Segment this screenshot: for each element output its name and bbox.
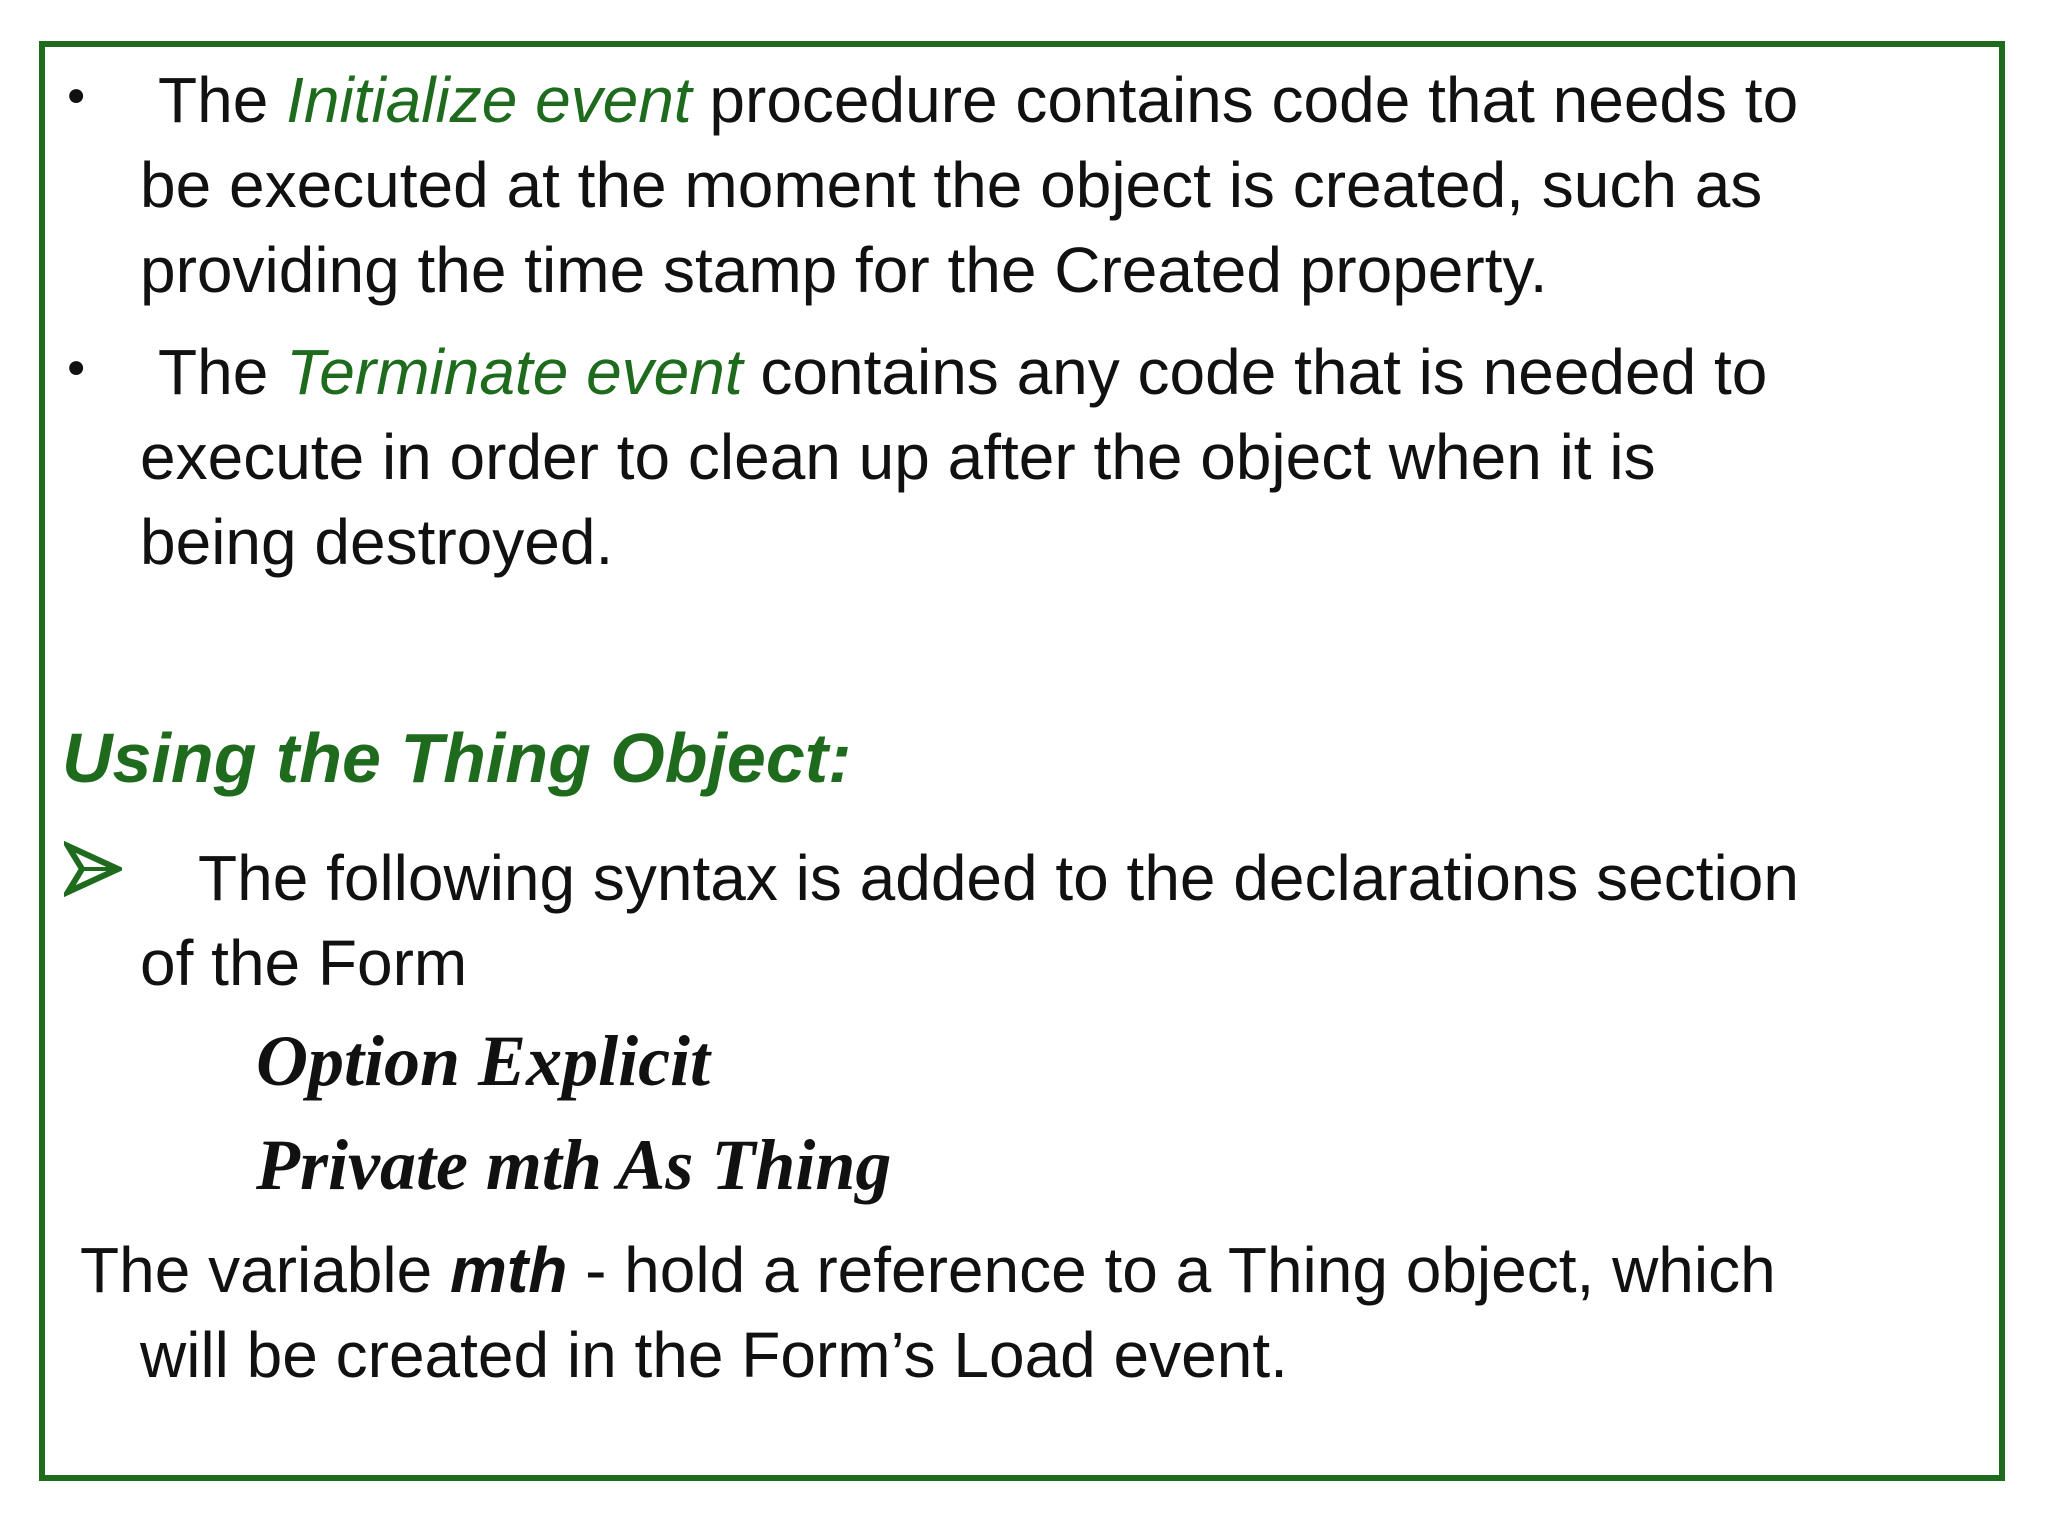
bullet-1-line-1: [158, 58, 1798, 143]
bullet-2-line-1: [158, 330, 1767, 415]
bullet-2-highlight: Terminate event: [286, 336, 743, 408]
bullet-1-line-2: be executed at the moment the object is created, such as: [140, 149, 1763, 221]
closing-emphasis: mth: [449, 1234, 568, 1306]
closing-prefix: The variable: [80, 1234, 450, 1306]
arrow-item-line-2: of the Form: [140, 927, 468, 999]
bullet-2-line-2: execute in order to clean up after the object when it is: [140, 421, 1656, 493]
bullet-1-rest: procedure contains code that needs to: [691, 64, 1799, 136]
closing-line-1: [80, 1228, 1776, 1313]
code-line-private-mth: Private mth As Thing: [256, 1125, 892, 1205]
bullet-1-prefix: The: [158, 64, 287, 136]
arrow-bullet-icon: [64, 840, 122, 898]
closing-rest: - hold a reference to a Thing object, which: [567, 1234, 1776, 1306]
bullet-1-line-3: providing the time stamp for the Created property.: [140, 234, 1548, 306]
bullet-2-line-3: being destroyed.: [140, 506, 614, 578]
arrow-item-line-1: The following syntax is added to the declarations section: [198, 842, 1799, 914]
bullet-icon: •: [62, 70, 91, 126]
bullet-2-rest: contains any code that is needed to: [742, 336, 1768, 408]
section-heading: Using the Thing Object:: [62, 719, 852, 797]
bullet-2-prefix: The: [158, 336, 287, 408]
code-line-option-explicit: Option Explicit: [256, 1021, 711, 1101]
bullet-icon: •: [62, 342, 91, 398]
closing-line-2: will be created in the Form’s Load event.: [140, 1319, 1288, 1391]
bullet-1-highlight: Initialize event: [286, 64, 692, 136]
